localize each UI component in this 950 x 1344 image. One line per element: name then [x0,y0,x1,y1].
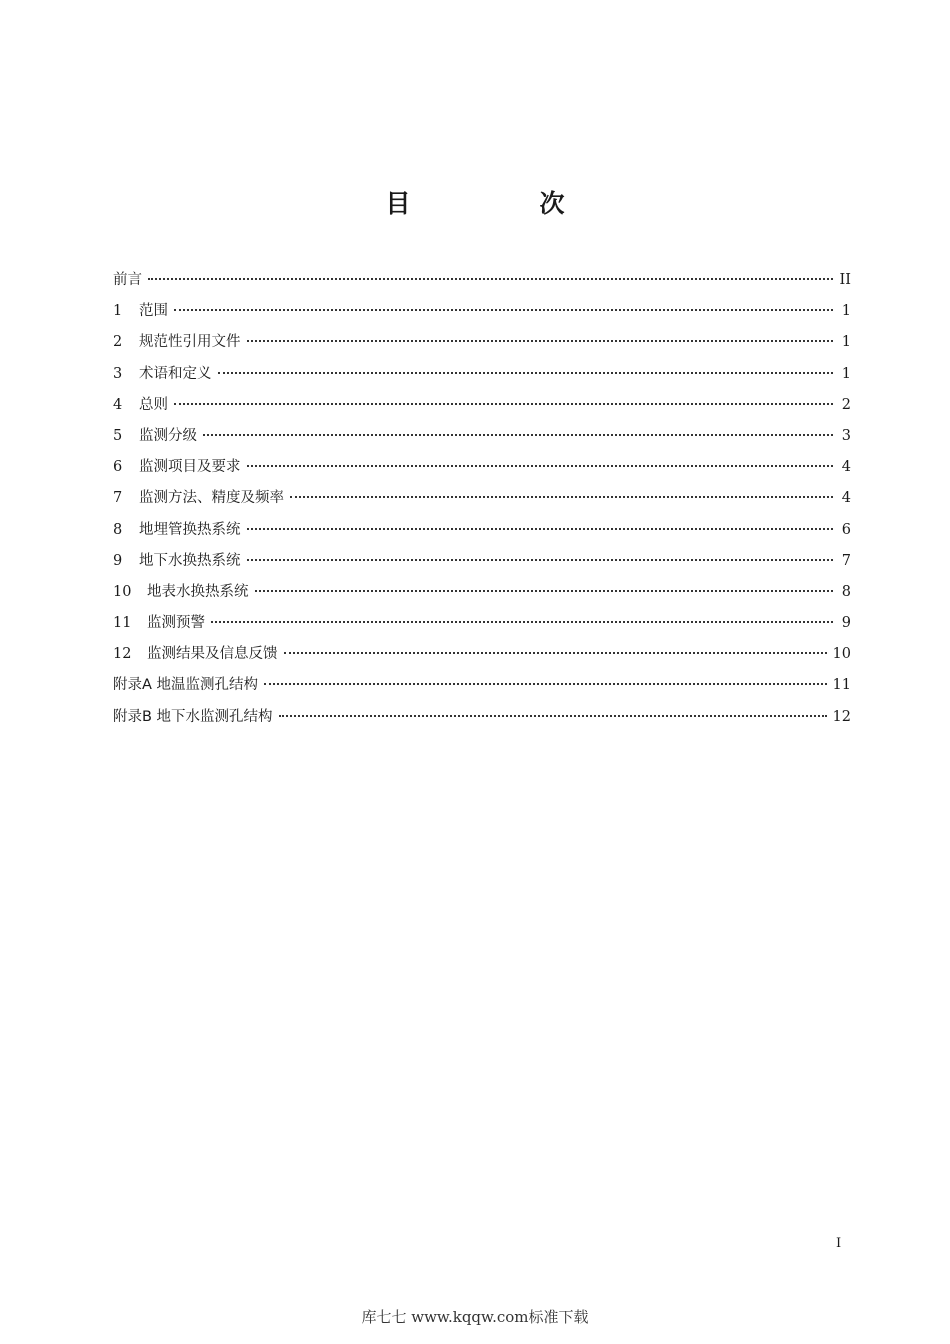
toc-entry-page: 9 [841,615,851,632]
toc-entry-page: II [839,272,851,288]
toc-entry-label: 地埋管换热系统 [139,521,241,538]
toc-leader-dots [247,338,834,342]
toc-entry-10[interactable] [113,577,851,608]
toc-entry-9[interactable] [113,546,851,577]
toc-entry-number: 4 [113,396,123,413]
table-of-contents [113,265,851,733]
toc-entry-number: 10 [113,583,132,600]
toc-entry-label: 规范性引用文件 [139,334,241,351]
toc-entry-number: 12 [113,646,132,663]
toc-entry-page: 4 [841,490,851,507]
toc-entry-number: 5 [113,427,123,444]
toc-entry-number: 8 [113,521,123,538]
toc-leader-dots [247,557,834,561]
toc-entry-number: 2 [113,334,123,351]
toc-entry-number: 11 [113,615,132,632]
toc-leader-dots [211,619,833,623]
toc-entry-11[interactable] [113,608,851,639]
toc-entry-page: 4 [841,459,851,476]
toc-leader-dots [247,463,834,467]
toc-entry-label: 附录B 地下水监测孔结构 [113,708,273,725]
toc-leader-dots [255,588,834,592]
toc-leader-dots [203,432,833,436]
toc-entry-7[interactable] [113,483,851,514]
toc-entry-page: 8 [841,583,851,600]
toc-entry-number: 3 [113,365,123,382]
toc-entry-label: 监测项目及要求 [139,459,241,476]
toc-entry-5[interactable] [113,421,851,452]
toc-leader-dots [290,494,833,498]
toc-entry-label: 术语和定义 [139,365,212,382]
toc-entry-page: 1 [841,365,851,382]
toc-leader-dots [264,681,827,685]
toc-entry-number: 6 [113,459,123,476]
toc-entry-8[interactable] [113,515,851,546]
toc-leader-dots [174,307,833,311]
toc-entry-label: 前言 [113,272,142,288]
toc-entry-label: 监测方法、精度及频率 [139,490,284,507]
footer-watermark: 库七七 www.kqqw.com标准下载 [361,1308,589,1326]
toc-entry-page: 2 [841,396,851,413]
toc-entry-page: 6 [841,521,851,538]
toc-leader-dots [279,713,827,717]
toc-entry-label: 地表水换热系统 [147,583,249,600]
toc-entry-label: 监测结果及信息反馈 [147,646,278,663]
toc-leader-dots [148,276,833,280]
toc-entry-page: 10 [832,646,851,663]
toc-entry-label: 范围 [139,303,168,320]
toc-entry-number: 7 [113,490,123,507]
toc-entry-number: 9 [113,552,123,569]
toc-entry-appendix-a[interactable] [113,670,851,701]
toc-entry-3[interactable] [113,359,851,390]
toc-entry-page: 11 [832,677,851,694]
toc-entry-page: 12 [832,708,851,725]
toc-leader-dots [218,370,834,374]
toc-entry-label: 地下水换热系统 [139,552,241,569]
toc-entry-page: 1 [841,303,851,320]
toc-entry-page: 3 [841,427,851,444]
toc-entry-page: 7 [841,552,851,569]
toc-entry-page: 1 [841,334,851,351]
toc-leader-dots [284,650,827,654]
page-number: I [836,1236,842,1251]
toc-entry-1[interactable] [113,296,851,327]
toc-entry-6[interactable] [113,452,851,483]
toc-leader-dots [247,526,834,530]
toc-entry-12[interactable] [113,639,851,670]
toc-entry-foreword[interactable] [113,265,851,296]
toc-entry-2[interactable] [113,327,851,358]
toc-entry-label: 总则 [139,396,168,413]
page-title: 目 次 [385,189,617,218]
toc-leader-dots [174,401,833,405]
toc-entry-label: 监测预警 [147,615,205,632]
toc-entry-4[interactable] [113,390,851,421]
toc-entry-label: 附录A 地温监测孔结构 [113,677,259,694]
toc-entry-appendix-b[interactable] [113,702,851,733]
toc-entry-number: 1 [113,303,123,320]
toc-entry-label: 监测分级 [139,427,197,444]
